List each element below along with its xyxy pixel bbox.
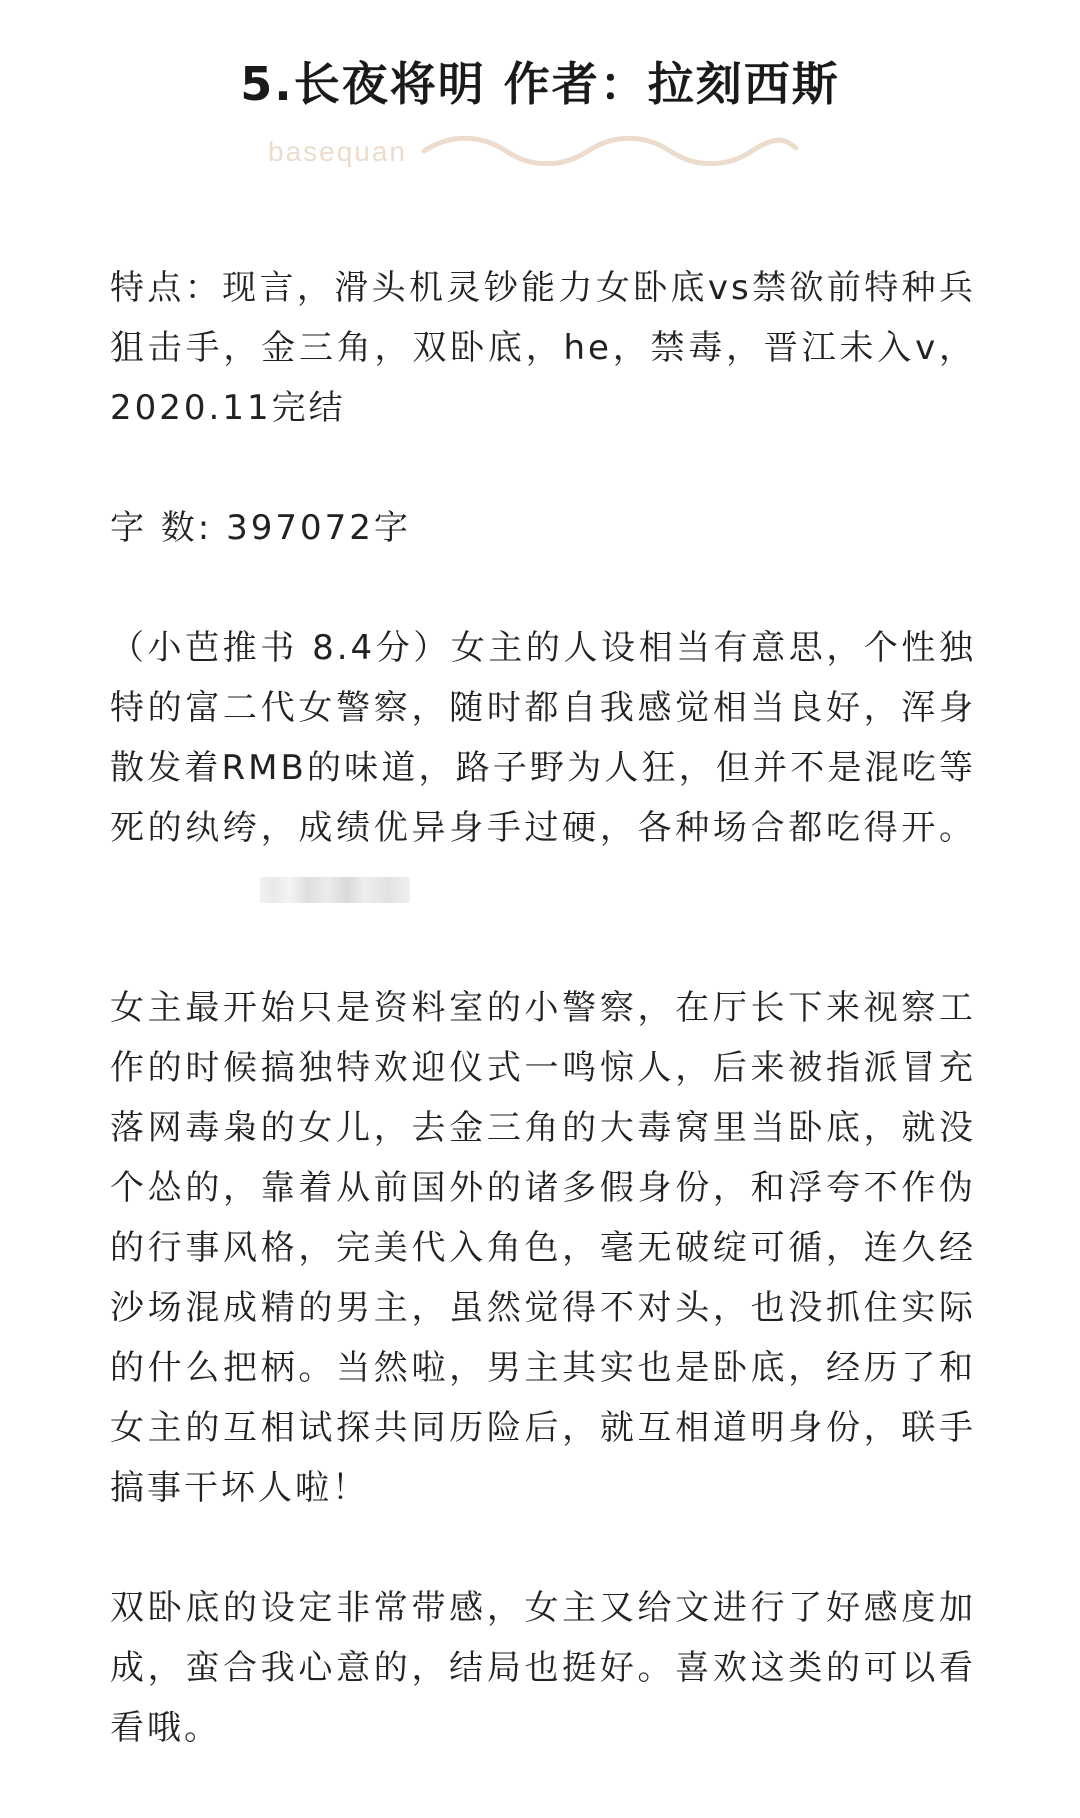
review-paragraph-1-text: （小芭推书 8.4分）女主的人设相当有意思，个性独特的富二代女警察，随时都自我感觉相当良好，浑身散发着RMB的味道，路子野为人狂，但并不是混吃等死的纨绔，成绩优异身手过硬，各种场合都吃得开。 bbox=[110, 628, 976, 848]
page-title: 5.长夜将明 作者：拉刻西斯 bbox=[240, 57, 840, 111]
features-paragraph: 特点：现言，滑头机灵钞能力女卧底vs禁欲前特种兵狙击手，金三角，双卧底，he，禁毒，晋江未入v，2020.11完结 bbox=[110, 268, 976, 428]
article-body bbox=[110, 258, 976, 1818]
review-paragraph-2: 女主最开始只是资料室的小警察，在厅长下来视察工作的时候搞独特欢迎仪式一鸣惊人，后来被指派冒充落网毒枭的女儿，去金三角的大毒窝里当卧底，就没个怂的，靠着从前国外的诸多假身份，和浮夸不作伪的行事风格，完美代入角色，毫无破绽可循，连久经沙场混成精的男主，虽然觉得不对头，也没抓住实际的什么把柄。当然啦，男主其实也是卧底，经历了和女主的互相试探共同历险后，就互相道明身份，联手搞事干坏人啦！ bbox=[110, 988, 976, 1508]
watermark-text: basequan bbox=[268, 136, 408, 167]
review-paragraph-3: 双卧底的设定非常带感，女主又给文进行了好感度加成，蛮合我心意的，结局也挺好。喜欢这类的可以看看哦。 bbox=[110, 1588, 976, 1748]
word-count-paragraph: 字 数: 397072字 bbox=[110, 508, 411, 548]
review-paragraph-1 bbox=[110, 618, 976, 918]
wave-divider-icon bbox=[420, 136, 800, 166]
redacted-watermark-icon bbox=[260, 877, 410, 903]
watermark bbox=[268, 132, 808, 172]
